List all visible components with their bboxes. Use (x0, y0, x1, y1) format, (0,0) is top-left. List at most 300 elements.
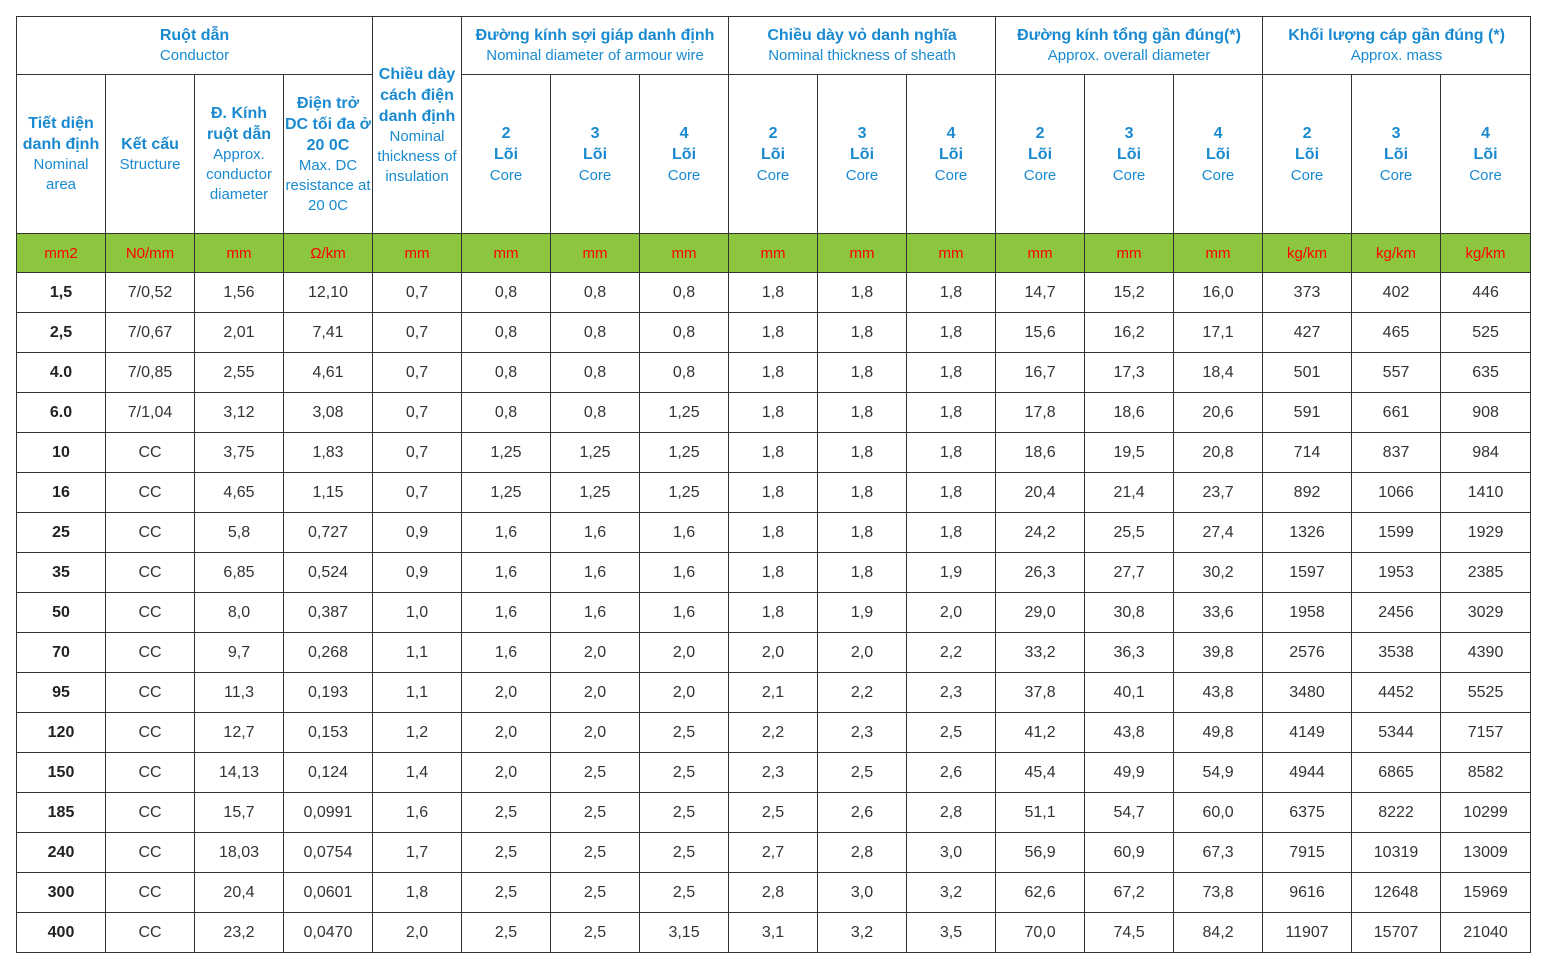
table-cell: 557 (1352, 353, 1441, 393)
table-header (17, 17, 1531, 273)
table-cell: 33,6 (1174, 593, 1263, 633)
table-cell: CC (106, 833, 195, 873)
table-cell: 1,0 (373, 593, 462, 633)
table-cell: 37,8 (996, 673, 1085, 713)
table-cell: 20,8 (1174, 433, 1263, 473)
table-cell: 6375 (1263, 793, 1352, 833)
table-cell: 1,8 (818, 393, 907, 433)
core-count: 2 (1302, 124, 1312, 142)
table-cell: 60,9 (1085, 833, 1174, 873)
overall-core-header (1085, 75, 1174, 234)
table-cell: 74,5 (1085, 913, 1174, 953)
table-cell: 1,83 (284, 433, 373, 473)
table-cell: 39,8 (1174, 633, 1263, 673)
table-cell: 14,7 (996, 273, 1085, 313)
table-cell: 2,5 (640, 833, 729, 873)
table-cell: CC (106, 873, 195, 913)
armour-group-en: Nominal diameter of armour wire (486, 47, 704, 64)
nominal-area-cell: 16 (17, 473, 106, 513)
table-cell: 26,3 (996, 553, 1085, 593)
table-cell: 7/0,85 (106, 353, 195, 393)
table-cell: CC (106, 433, 195, 473)
core-label-en: Core (1201, 166, 1235, 184)
table-cell: 2,55 (195, 353, 284, 393)
table-cell: 0,193 (284, 673, 373, 713)
conductor-group-vi: Ruột dẫn (159, 27, 230, 44)
core-label-vi: Lõi (672, 145, 697, 163)
core-label-en: Core (934, 166, 968, 184)
table-cell: 2,5 (462, 913, 551, 953)
core-count: 3 (857, 124, 867, 142)
table-cell: 1,6 (551, 553, 640, 593)
table-cell: 6865 (1352, 753, 1441, 793)
table-cell: 2385 (1441, 553, 1531, 593)
table-cell: 20,4 (996, 473, 1085, 513)
conductor-col-en: Max. DC resistance at 20 0C (285, 156, 371, 214)
table-cell: 16,7 (996, 353, 1085, 393)
table-cell: 1,25 (551, 433, 640, 473)
table-cell: 11907 (1263, 913, 1352, 953)
table-cell: 2456 (1352, 593, 1441, 633)
table-cell: 2,2 (729, 713, 818, 753)
unit-cell: mm (907, 234, 996, 273)
sheath-group-header (729, 17, 996, 75)
table-cell: 5525 (1441, 673, 1531, 713)
table-cell: 1929 (1441, 513, 1531, 553)
mass-core-header (1263, 75, 1352, 234)
table-cell: 7,41 (284, 313, 373, 353)
sheath-group-vi: Chiều dày vỏ danh nghĩa (767, 27, 957, 44)
table-cell: 3,2 (907, 873, 996, 913)
table-cell: 5,8 (195, 513, 284, 553)
table-cell: 2,5 (462, 833, 551, 873)
conductor-col-en: Nominal area (33, 156, 89, 193)
table-row (17, 753, 1531, 793)
table-cell: 30,2 (1174, 553, 1263, 593)
table-cell: 1,8 (907, 393, 996, 433)
table-cell: 1,8 (729, 273, 818, 313)
table-cell: 7915 (1263, 833, 1352, 873)
table-cell: 2,0 (462, 753, 551, 793)
table-cell: 51,1 (996, 793, 1085, 833)
table-cell: 0,8 (640, 313, 729, 353)
table-cell: 18,4 (1174, 353, 1263, 393)
table-cell: 11,3 (195, 673, 284, 713)
table-cell: 10299 (1441, 793, 1531, 833)
table-cell: 1,6 (462, 553, 551, 593)
armour-group-vi: Đường kính sợi giáp danh định (475, 27, 715, 44)
table-cell: 0,8 (551, 353, 640, 393)
table-body (17, 273, 1531, 953)
unit-cell: kg/km (1441, 234, 1531, 273)
table-cell: 2,5 (729, 793, 818, 833)
nominal-area-cell: 35 (17, 553, 106, 593)
table-cell: 0,0470 (284, 913, 373, 953)
nominal-area-cell: 70 (17, 633, 106, 673)
table-cell: 0,9 (373, 513, 462, 553)
unit-cell: mm (1174, 234, 1263, 273)
table-row (17, 313, 1531, 353)
nominal-area-cell: 50 (17, 593, 106, 633)
table-cell: 1,6 (551, 593, 640, 633)
overall-group-en: Approx. overall diameter (1047, 47, 1211, 64)
table-row (17, 873, 1531, 913)
table-cell: 41,2 (996, 713, 1085, 753)
unit-cell: mm (551, 234, 640, 273)
core-label-en: Core (756, 166, 790, 184)
core-label-en: Core (1112, 166, 1146, 184)
table-cell: 1,8 (818, 273, 907, 313)
table-cell: 0,9 (373, 553, 462, 593)
table-cell: 0,7 (373, 313, 462, 353)
table-cell: 1,8 (373, 873, 462, 913)
conductor-col-header (284, 75, 373, 234)
table-cell: 0,524 (284, 553, 373, 593)
core-label-vi: Lõi (1028, 145, 1053, 163)
table-cell: CC (106, 793, 195, 833)
table-cell: 25,5 (1085, 513, 1174, 553)
conductor-group-header (17, 17, 373, 75)
table-cell: 17,8 (996, 393, 1085, 433)
unit-cell: mm (195, 234, 284, 273)
table-cell: 1,8 (729, 593, 818, 633)
table-cell: 2,5 (640, 713, 729, 753)
table-cell: 3,0 (818, 873, 907, 913)
table-cell: CC (106, 753, 195, 793)
table-cell: 30,8 (1085, 593, 1174, 633)
table-cell: 2,5 (818, 753, 907, 793)
table-cell: 837 (1352, 433, 1441, 473)
table-cell: 2,0 (729, 633, 818, 673)
table-cell: 446 (1441, 273, 1531, 313)
table-cell: 4,65 (195, 473, 284, 513)
core-label-vi: Lõi (1117, 145, 1142, 163)
core-count: 2 (501, 124, 511, 142)
table-cell: 17,1 (1174, 313, 1263, 353)
table-cell: 2,0 (640, 633, 729, 673)
table-row (17, 793, 1531, 833)
overall-group-header (996, 17, 1263, 75)
table-cell: 0,7 (373, 353, 462, 393)
table-cell: 7/0,67 (106, 313, 195, 353)
table-cell: 3,0 (907, 833, 996, 873)
armour-core-header (640, 75, 729, 234)
table-cell: 17,3 (1085, 353, 1174, 393)
table-cell: 16,0 (1174, 273, 1263, 313)
table-cell: 1,8 (907, 473, 996, 513)
table-cell: 7/0,52 (106, 273, 195, 313)
table-cell: 7157 (1441, 713, 1531, 753)
table-cell: 8582 (1441, 753, 1531, 793)
table-row (17, 633, 1531, 673)
table-cell: 67,2 (1085, 873, 1174, 913)
table-cell: 2,0 (551, 673, 640, 713)
table-cell: 0,268 (284, 633, 373, 673)
conductor-group-en: Conductor (159, 47, 230, 64)
table-cell: 8222 (1352, 793, 1441, 833)
core-label-vi: Lõi (761, 145, 786, 163)
table-cell: 54,9 (1174, 753, 1263, 793)
table-cell: 1,25 (640, 393, 729, 433)
table-cell: 892 (1263, 473, 1352, 513)
table-cell: 6,85 (195, 553, 284, 593)
table-cell: 1,15 (284, 473, 373, 513)
table-cell: 36,3 (1085, 633, 1174, 673)
table-cell: 24,2 (996, 513, 1085, 553)
table-cell: 1,7 (373, 833, 462, 873)
sheath-core-header (729, 75, 818, 234)
table-cell: 1,25 (640, 433, 729, 473)
cable-spec-table (16, 16, 1531, 953)
table-cell: 0,8 (640, 353, 729, 393)
table-cell: 908 (1441, 393, 1531, 433)
table-cell: 1,1 (373, 673, 462, 713)
table-cell: 0,8 (462, 393, 551, 433)
core-label-vi: Lõi (1473, 145, 1498, 163)
table-row (17, 713, 1531, 753)
core-label-vi: Lõi (939, 145, 964, 163)
table-cell: 8,0 (195, 593, 284, 633)
table-cell: 4944 (1263, 753, 1352, 793)
table-cell: 1,8 (907, 313, 996, 353)
table-cell: 2,8 (818, 833, 907, 873)
table-cell: 2,8 (729, 873, 818, 913)
table-cell: 2,5 (462, 873, 551, 913)
conductor-col-header (17, 75, 106, 234)
nominal-area-cell: 150 (17, 753, 106, 793)
table-cell: 2,5 (462, 793, 551, 833)
table-cell: 1,6 (373, 793, 462, 833)
table-cell: 21,4 (1085, 473, 1174, 513)
table-cell: 1,1 (373, 633, 462, 673)
table-cell: 21040 (1441, 913, 1531, 953)
table-cell: 1599 (1352, 513, 1441, 553)
nominal-area-cell: 25 (17, 513, 106, 553)
table-cell: 43,8 (1085, 713, 1174, 753)
core-label-vi: Lõi (1295, 145, 1320, 163)
table-cell: 1,8 (729, 473, 818, 513)
table-cell: 2,5 (551, 793, 640, 833)
table-cell: 2,0 (551, 633, 640, 673)
table-cell: 49,8 (1174, 713, 1263, 753)
table-cell: 20,4 (195, 873, 284, 913)
core-count: 4 (1481, 124, 1490, 142)
core-label-en: Core (1290, 166, 1324, 184)
conductor-col-vi: Kết cấu (121, 135, 179, 153)
unit-cell: mm (729, 234, 818, 273)
table-cell: 12648 (1352, 873, 1441, 913)
core-count: 3 (590, 124, 600, 142)
nominal-area-cell: 185 (17, 793, 106, 833)
table-cell: 465 (1352, 313, 1441, 353)
armour-core-header (462, 75, 551, 234)
table-cell: 1953 (1352, 553, 1441, 593)
table-cell: 70,0 (996, 913, 1085, 953)
table-cell: 1,6 (551, 513, 640, 553)
table-cell: 16,2 (1085, 313, 1174, 353)
table-cell: 27,4 (1174, 513, 1263, 553)
core-count: 2 (1035, 124, 1045, 142)
nominal-area-cell: 95 (17, 673, 106, 713)
table-cell: 525 (1441, 313, 1531, 353)
insulation-header (373, 17, 462, 234)
table-cell: 1,6 (462, 593, 551, 633)
nominal-area-cell: 240 (17, 833, 106, 873)
table-cell: 2,0 (462, 673, 551, 713)
mass-group-vi: Khối lượng cáp gần đúng (*) (1288, 27, 1505, 44)
table-cell: 1,8 (907, 513, 996, 553)
table-cell: 2,5 (551, 913, 640, 953)
table-cell: 23,2 (195, 913, 284, 953)
table-cell: 1,6 (640, 593, 729, 633)
table-cell: 20,6 (1174, 393, 1263, 433)
table-cell: 1410 (1441, 473, 1531, 513)
table-cell: 1,25 (640, 473, 729, 513)
unit-cell: mm (462, 234, 551, 273)
sheath-core-header (907, 75, 996, 234)
unit-cell: mm (996, 234, 1085, 273)
table-cell: 2,7 (729, 833, 818, 873)
table-cell: 1,8 (818, 313, 907, 353)
table-cell: 49,9 (1085, 753, 1174, 793)
table-row (17, 593, 1531, 633)
table-row (17, 393, 1531, 433)
table-cell: 2,8 (907, 793, 996, 833)
core-label-en: Core (667, 166, 701, 184)
table-cell: 2,0 (462, 713, 551, 753)
conductor-col-header (195, 75, 284, 234)
table-cell: 1,9 (907, 553, 996, 593)
core-label-vi: Lõi (850, 145, 875, 163)
core-count: 4 (946, 124, 956, 142)
table-cell: 1066 (1352, 473, 1441, 513)
table-cell: 4,61 (284, 353, 373, 393)
table-row (17, 513, 1531, 553)
table-cell: 1,6 (640, 513, 729, 553)
core-label-en: Core (489, 166, 523, 184)
table-cell: CC (106, 713, 195, 753)
table-cell: 1,8 (729, 393, 818, 433)
table-cell: 3,12 (195, 393, 284, 433)
table-cell: 984 (1441, 433, 1531, 473)
table-cell: 12,10 (284, 273, 373, 313)
table-cell: 43,8 (1174, 673, 1263, 713)
core-label-en: Core (845, 166, 879, 184)
nominal-area-cell: 6.0 (17, 393, 106, 433)
table-cell: 10319 (1352, 833, 1441, 873)
table-cell: 2,01 (195, 313, 284, 353)
core-label-en: Core (578, 166, 612, 184)
table-cell: 1,6 (462, 633, 551, 673)
table-cell: 2,5 (907, 713, 996, 753)
table-cell: 2,3 (729, 753, 818, 793)
table-row (17, 673, 1531, 713)
table-cell: CC (106, 913, 195, 953)
table-cell: 9,7 (195, 633, 284, 673)
table-cell: 0,0601 (284, 873, 373, 913)
table-cell: 3029 (1441, 593, 1531, 633)
table-cell: 2,0 (818, 633, 907, 673)
table-cell: 1326 (1263, 513, 1352, 553)
table-cell: CC (106, 673, 195, 713)
table-cell: 0,7 (373, 393, 462, 433)
unit-cell: kg/km (1352, 234, 1441, 273)
table-cell: 7/1,04 (106, 393, 195, 433)
table-cell: 60,0 (1174, 793, 1263, 833)
table-cell: 2576 (1263, 633, 1352, 673)
table-cell: 1,9 (818, 593, 907, 633)
conductor-col-vi: Đ. Kính ruột dẫn (207, 105, 271, 143)
table-cell: 1597 (1263, 553, 1352, 593)
table-cell: 402 (1352, 273, 1441, 313)
unit-row (17, 234, 1531, 273)
table-cell: 67,3 (1174, 833, 1263, 873)
conductor-col-vi: Tiết diện danh định (22, 115, 100, 153)
table-cell: 14,13 (195, 753, 284, 793)
table-cell: 1,6 (640, 553, 729, 593)
table-cell: 0,8 (551, 393, 640, 433)
table-cell: 3,08 (284, 393, 373, 433)
table-cell: 1,8 (907, 353, 996, 393)
table-cell: 18,6 (1085, 393, 1174, 433)
table-cell: 15,6 (996, 313, 1085, 353)
table-cell: 3,1 (729, 913, 818, 953)
table-cell: 1,8 (818, 473, 907, 513)
table-cell: 2,2 (907, 633, 996, 673)
unit-cell: mm (1085, 234, 1174, 273)
insulation-header-vi: Chiều dày cách điện danh định (378, 65, 456, 125)
mass-core-header (1441, 75, 1531, 234)
table-row (17, 353, 1531, 393)
mass-group-header (1263, 17, 1531, 75)
table-cell: 1,8 (818, 553, 907, 593)
table-row (17, 433, 1531, 473)
table-cell: 1,4 (373, 753, 462, 793)
nominal-area-cell: 4.0 (17, 353, 106, 393)
table-cell: 2,0 (907, 593, 996, 633)
unit-cell: mm (640, 234, 729, 273)
table-row (17, 473, 1531, 513)
table-cell: 0,124 (284, 753, 373, 793)
table-cell: 1,8 (818, 353, 907, 393)
mass-group-en: Approx. mass (1350, 47, 1443, 64)
core-count: 2 (768, 124, 778, 142)
table-cell: 373 (1263, 273, 1352, 313)
group-header-row (17, 17, 1531, 75)
table-cell: 1,56 (195, 273, 284, 313)
table-cell: 1,25 (462, 473, 551, 513)
table-cell: 2,5 (551, 833, 640, 873)
core-label-en: Core (1023, 166, 1057, 184)
core-label-vi: Lõi (583, 145, 608, 163)
table-cell: 1,8 (907, 273, 996, 313)
core-count: 4 (679, 124, 689, 142)
table-cell: 2,6 (907, 753, 996, 793)
unit-cell: Ω/km (284, 234, 373, 273)
table-cell: 0,7 (373, 473, 462, 513)
table-cell: 427 (1263, 313, 1352, 353)
table-cell: 54,7 (1085, 793, 1174, 833)
table-cell: 1,8 (818, 513, 907, 553)
table-cell: 0,8 (551, 273, 640, 313)
table-cell: 1958 (1263, 593, 1352, 633)
table-cell: 45,4 (996, 753, 1085, 793)
table-row (17, 553, 1531, 593)
conductor-col-en: Structure (119, 155, 181, 173)
table-cell: 0,7 (373, 273, 462, 313)
unit-cell: mm2 (17, 234, 106, 273)
table-cell: 2,0 (640, 673, 729, 713)
